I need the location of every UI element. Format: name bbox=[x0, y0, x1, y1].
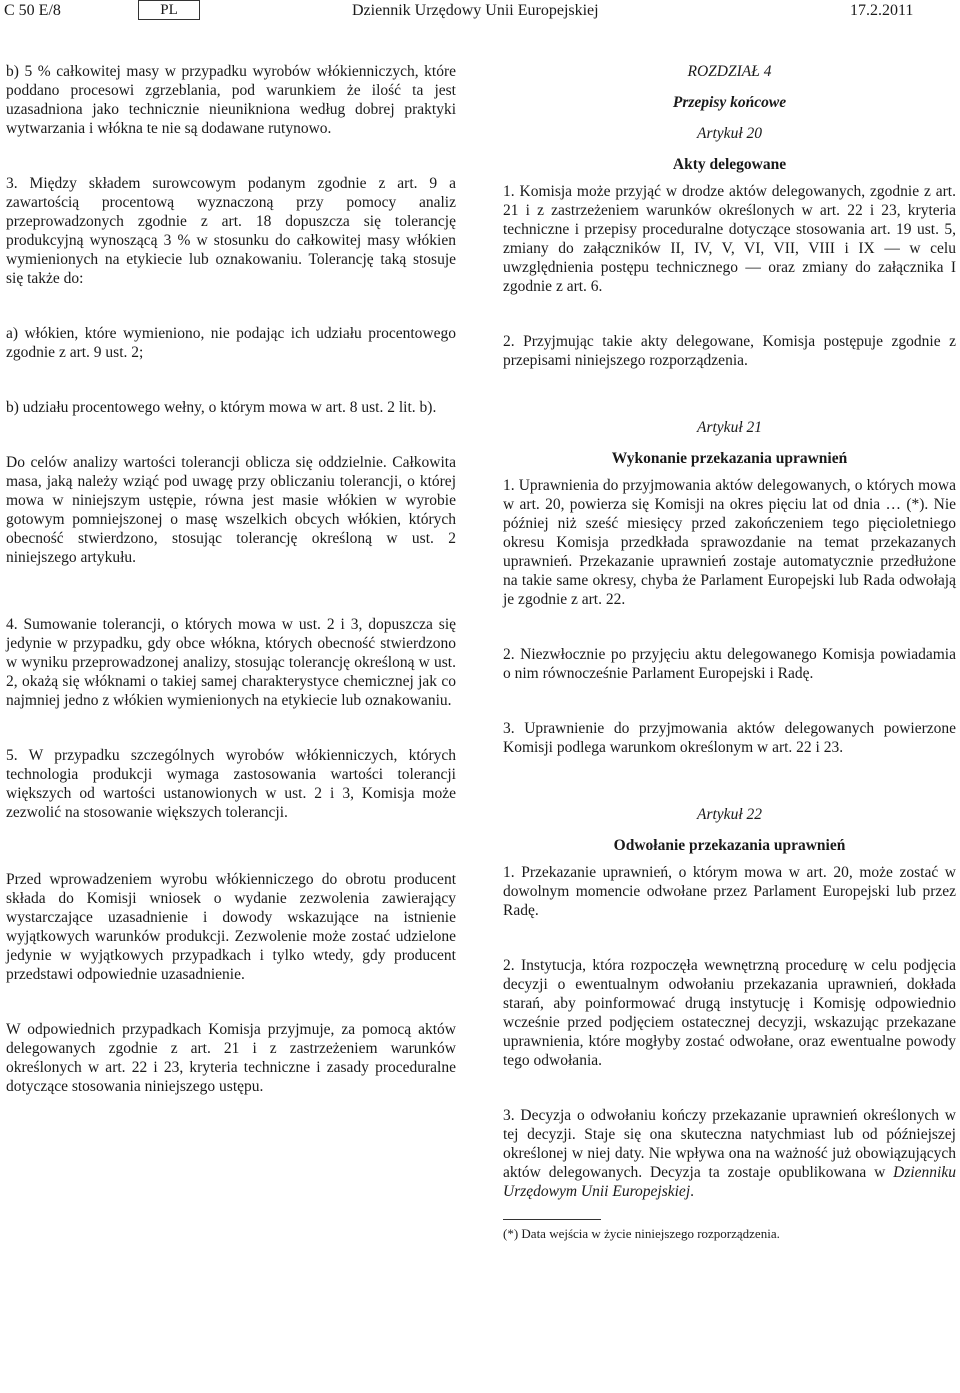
article-label: Artykuł 22 bbox=[697, 806, 762, 823]
paragraph: b) 5 % całkowitej masy w przypadku wyrobów włókienniczych, które poddano procesowi zgrzeblania, pod warunkiem że ilość ta jest uzasadniona jako technicznie nieunikniona według dobrej praktyki wytwarzania i włókna te nie są dodawane rutynowo. bbox=[6, 63, 456, 137]
paragraph: 5. W przypadku szczególnych wyrobów włókienniczych, których technologia produkcji wymaga zastosowania wartości tolerancji większych od wartości ustanowionych w ust. 2 i 3, Komisja może zezwolić na stosowanie większych tolerancji. bbox=[6, 747, 456, 821]
page-header bbox=[0, 0, 960, 20]
journal-reference: Dzienniku Urzędowym Unii Europejskiej bbox=[503, 1164, 956, 1200]
paragraph: 4. Sumowanie tolerancji, o których mowa w ust. 2 i 3, dopuszcza się jedynie w przypadku, gdy obce włókna, których obecność stwierdzono w wyniku przeprowadzonej analizy, stosując tolerancję określoną w ust. 2, okażą się włóknami o takiej samej charakterystyce chemicznej jak co najmniej jedno z włókien wymienionych na etykiecie lub oznakowaniu. bbox=[6, 616, 456, 709]
article-title: Wykonanie przekazania uprawnień bbox=[611, 450, 848, 467]
article-title: Odwołanie przekazania uprawnień bbox=[613, 837, 846, 854]
paragraph: 2. Przyjmując takie akty delegowane, Komisja postępuje zgodnie z przepisami niniejszego rozporządzenia. bbox=[503, 333, 956, 369]
paragraph: Przed wprowadzeniem wyrobu włókienniczego do obrotu producent składa do Komisji wniosek o wydanie zezwolenia zawierający wystarczające uzasadnienie i dowody wskazujące na istnienie wyjątkowych warunków produkcji. Zezwolenie może zostać udzielone jedynie w wyjątkowych przypadkach i tylko wtedy, gdy producent przedstawi odpowiednie uzasadnienie. bbox=[6, 871, 456, 983]
article-label: Artykuł 20 bbox=[697, 125, 762, 142]
paragraph: 2. Instytucja, która rozpoczęła wewnętrzną procedurę w celu podjęcia decyzji o ewentualnym odwołaniu przekazania uprawnień, dokłada starań, aby poinformować drugą instytucję i Komisję odpowiednio wcześnie przed podjęciem ostatecznej decyzji, wskazując przekazane uprawnienia, które mogłyby zostać odwołane, oraz ewentualne powody tego odwołania. bbox=[503, 957, 956, 1069]
journal-title: Dziennik Urzędowy Unii Europejskiej bbox=[352, 2, 599, 19]
chapter-label: ROZDZIAŁ 4 bbox=[687, 63, 772, 80]
paragraph: 1. Komisja może przyjąć w drodze aktów delegowanych, zgodnie z art. 21 i z zastrzeżeniem warunków określonych w art. 22 i 23, kryteria techniczne i przepisy proceduralne dotyczące stosowania art. 19 ust. 5, zmiany do załączników II, IV, V, VI, VII, VIII i IX — w celu uwzględnienia postępu technicznego — oraz zmiany do załącznika I zgodnie z art. 6. bbox=[503, 183, 956, 295]
paragraph: 2. Niezwłocznie po przyjęciu aktu delegowanego Komisja powiadamia o nim równocześnie Parlament Europejski i Radę. bbox=[503, 646, 956, 682]
language-badge: PL bbox=[138, 0, 200, 20]
paragraph: W odpowiednich przypadkach Komisja przyjmuje, za pomocą aktów delegowanych zgodnie z art. 21 i z zastrzeżeniem warunków określonych w art. 22 i 23, kryteria techniczne i zasady proceduralne dotyczące stosowania niniejszego ustępu. bbox=[6, 1021, 456, 1095]
article-title: Akty delegowane bbox=[672, 156, 787, 173]
page-ref: C 50 E/8 bbox=[4, 2, 61, 19]
paragraph: 3. Uprawnienie do przyjmowania aktów delegowanych powierzone Komisji podlega warunkom określonym w art. 22 i 23. bbox=[503, 720, 956, 756]
left-column bbox=[6, 62, 456, 1096]
footnote-rule bbox=[503, 1219, 601, 1220]
paragraph: 1. Przekazanie uprawnień, o którym mowa w art. 20, może zostać w dowolnym momencie odwołane przez Parlament Europejski lub przez Radę. bbox=[503, 864, 956, 919]
paragraph: a) włókien, które wymieniono, nie podając ich udziału procentowego zgodnie z art. 9 ust. 2; bbox=[6, 325, 456, 361]
article-label: Artykuł 21 bbox=[697, 419, 762, 436]
right-column bbox=[503, 62, 956, 1242]
paragraph-end: . bbox=[690, 1183, 694, 1200]
paragraph bbox=[503, 1106, 956, 1201]
paragraph: Do celów analizy wartości tolerancji oblicza się oddzielnie. Całkowita masa, jaką należy wziąć pod uwagę przy obliczaniu tolerancji, o której mowa w niniejszym ustępie, równa jest masie włókien w wyrobie gotowym pomniejszonej o masę wszelkich obcych włókien, których obecność stwierdzono, stosując tolerancję określoną w ust. 2 niniejszego artykułu. bbox=[6, 454, 456, 566]
paragraph: 3. Między składem surowcowym podanym zgodnie z art. 9 a zawartością procentową wyznaczoną przy pomocy analiz przeprowadzonych zgodnie z art. 18 dopuszcza się tolerancję produkcyjną wynoszącą 3 % w stosunku do całkowitej masy włókien wymienionych na etykiecie lub oznakowaniu. Tolerancję taką stosuje się także do: bbox=[6, 175, 456, 287]
chapter-title: Przepisy końcowe bbox=[672, 94, 787, 111]
publication-date: 17.2.2011 bbox=[850, 2, 914, 19]
footnote: (*) Data wejścia w życie niniejszego rozporządzenia. bbox=[503, 1226, 780, 1241]
paragraph: b) udziału procentowego wełny, o którym mowa w art. 8 ust. 2 lit. b). bbox=[6, 399, 437, 416]
paragraph-text: 3. Decyzja o odwołaniu kończy przekazanie uprawnień określonych w tej decyzji. Staje się ona skuteczna natychmiast lub od późniejszej określonej w niej daty. Nie wpływa ona na ważność już obowiązujących aktów delegowanych. Decyzja ta zostaje opublikowana w bbox=[503, 1107, 956, 1181]
paragraph: 1. Uprawnienia do przyjmowania aktów delegowanych, o których mowa w art. 20, powierza się Komisji na okres pięciu lat od dnia … (*). Nie później niż sześć miesięcy przed zakończeniem tego pięcioletniego okresu Komisja przedkłada sprawozdanie na temat przekazanych uprawnień. Przekazanie uprawnień zostaje automatycznie przedłużone na takie same okresy, chyba że Parlament Europejski lub Rada odwołają je zgodnie z art. 22. bbox=[503, 477, 956, 608]
